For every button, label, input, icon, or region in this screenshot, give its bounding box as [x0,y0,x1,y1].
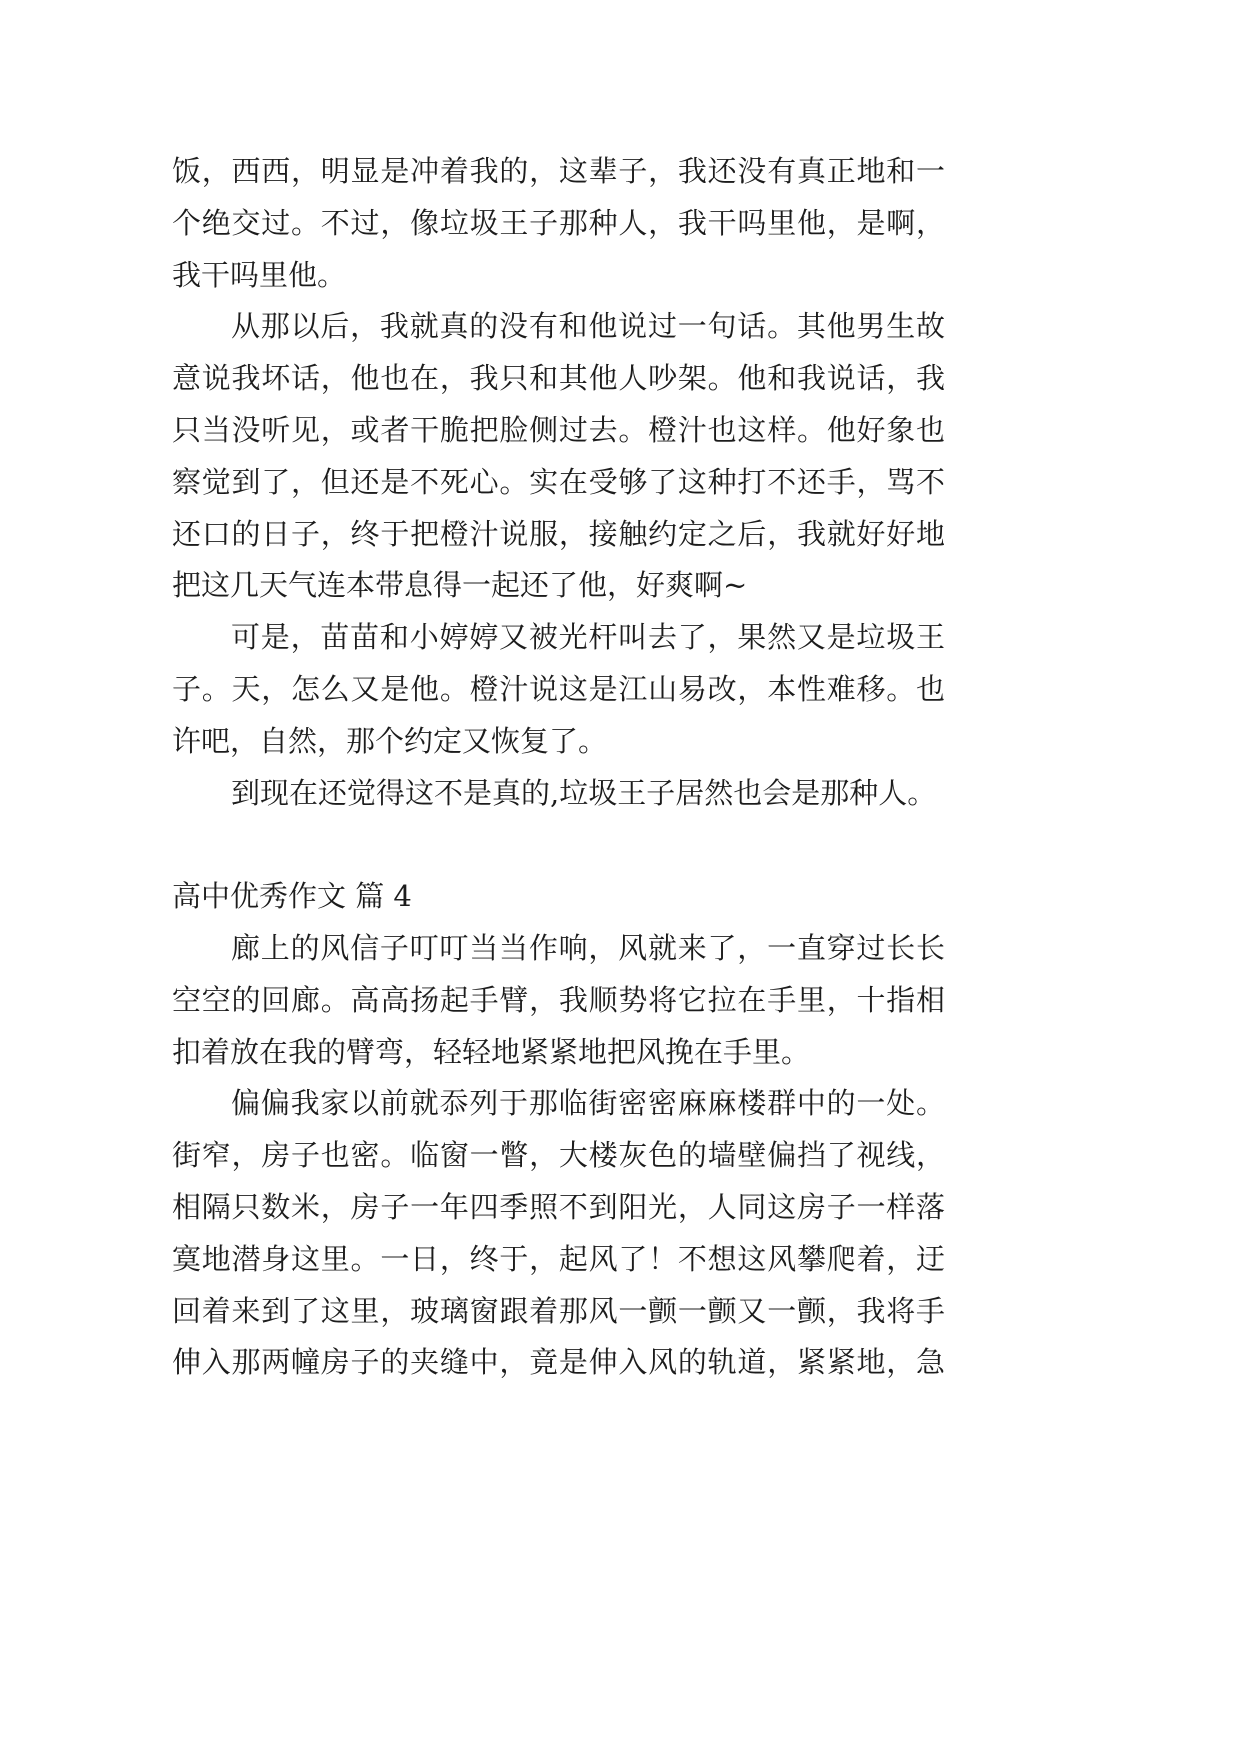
text-line: 还口的日子，终于把橙汁说服，接触约定之后，我就好好地 [172,516,945,551]
text-line: 个绝交过。不过，像垃圾王子那种人，我干吗里他，是啊， [172,205,945,240]
text-line: 伸入那两幢房子的夹缝中，竟是伸入风的轨道，紧紧地，急 [172,1345,945,1380]
text-line: 我干吗里他。 [172,257,347,292]
paragraph [172,1078,945,1389]
text-line: 到现在还觉得这不是真的,垃圾王子居然也会是那种人。 [231,775,937,810]
text-line: 廊上的风信子叮叮当当作响，风就来了，一直穿过长长 [231,930,945,965]
text-line: 寞地潜身这里。一日，终于，起风了！不想这风攀爬着，迂 [172,1241,945,1276]
text-line: 街窄，房子也密。临窗一瞥，大楼灰色的墙壁偏挡了视线， [172,1138,945,1173]
text-line: 相隔只数米，房子一年四季照不到阳光，人同这房子一样落 [172,1189,945,1224]
text-line: 察觉到了，但还是不死心。实在受够了这种打不还手，骂不 [172,464,945,499]
text-line: 只当没听见，或者干脆把脸侧过去。橙汁也这样。他好象也 [172,412,945,447]
text-line: 扣着放在我的臂弯，轻轻地紧紧地把风挽在手里。 [172,1034,811,1069]
text-line: 意说我坏话，他也在，我只和其他人吵架。他和我说话，我 [172,361,945,396]
essay-section [172,871,945,1389]
text-line: 子。天，怎么又是他。橙汁说这是江山易改，本性难移。也 [172,671,945,706]
paragraph [172,301,945,612]
text-line: 把这几天气连本带息得一起还了他，好爽啊~ [172,568,748,603]
paragraph [172,612,945,767]
text-line: 回着来到了这里，玻璃窗跟着那风一颤一颤又一颤，我将手 [172,1293,945,1328]
paragraph [172,768,945,820]
text-line: 许吧，自然，那个约定又恢复了。 [172,723,608,758]
text-line: 可是，苗苗和小婷婷又被光杆叫去了，果然又是垃圾王 [231,620,945,655]
document-page [172,146,945,1389]
text-line: 空空的回廊。高高扬起手臂，我顺势将它拉在手里，十指相 [172,982,945,1017]
text-line: 饭，西西，明显是冲着我的，这辈子，我还没有真正地和一 [172,154,945,188]
essay-section [172,146,945,819]
text-line: 偏偏我家以前就忝列于那临街密密麻麻楼群中的一处。 [231,1086,945,1121]
paragraph [172,923,945,1078]
paragraph [172,146,945,301]
section-heading: 高中优秀作文 篇 4 [172,879,412,914]
text-line: 从那以后，我就真的没有和他说过一句话。其他男生故 [231,309,945,344]
